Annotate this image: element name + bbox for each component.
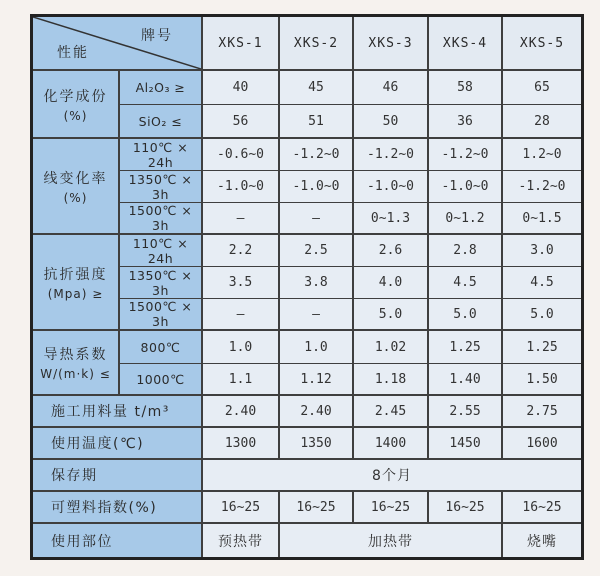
value-cell: – [203, 299, 280, 331]
value-cell: -0.6~0 [203, 139, 280, 171]
value-cell: 1350 [280, 428, 354, 460]
value-cell: – [280, 203, 354, 235]
value-cell: 1.25 [429, 331, 503, 364]
value-cell: -1.2~0 [429, 139, 503, 171]
value-cell: 1.25 [503, 331, 581, 364]
value-cell: 3.5 [203, 267, 280, 299]
value-cell: – [203, 203, 280, 235]
value-cell: 5.0 [503, 299, 581, 331]
value-cell: -1.0~0 [429, 171, 503, 203]
value-cell: 0~1.2 [429, 203, 503, 235]
value-cell: 3.8 [280, 267, 354, 299]
value-cell: 1.12 [280, 364, 354, 396]
product-spec-table [30, 14, 584, 560]
value-cell: 46 [354, 71, 429, 105]
value-cell: 2.75 [503, 396, 581, 428]
value-cell: -1.2~0 [503, 171, 581, 203]
group-label-thermal-conductivity: 导热系数 W/(m·k) ≤ [33, 331, 120, 396]
value-cell: 16~25 [203, 492, 280, 524]
col-header-xks-4: XKS-4 [429, 17, 503, 71]
value-cell: 16~25 [503, 492, 581, 524]
value-cell: 1400 [354, 428, 429, 460]
sub-label-1350c-3h: 1350℃ × 3h [120, 267, 203, 299]
value-cell: 5.0 [429, 299, 503, 331]
shelf-life-value: 8个月 [203, 460, 581, 492]
value-cell: – [280, 299, 354, 331]
value-cell: 36 [429, 105, 503, 139]
col-header-xks-5: XKS-5 [503, 17, 581, 71]
col-header-xks-1: XKS-1 [203, 17, 280, 71]
value-cell: 5.0 [354, 299, 429, 331]
value-cell: 1.40 [429, 364, 503, 396]
value-cell: 51 [280, 105, 354, 139]
value-cell: 4.0 [354, 267, 429, 299]
value-cell: 56 [203, 105, 280, 139]
value-cell: -1.0~0 [354, 171, 429, 203]
sub-label-110c-24h: 110℃ × 24h [120, 235, 203, 267]
sub-label-al2o3: Al₂O₃ ≥ [120, 71, 203, 105]
value-cell: 2.2 [203, 235, 280, 267]
group-label-flexural-strength: 抗折强度 (Mpa) ≥ [33, 235, 120, 331]
value-cell: 1.18 [354, 364, 429, 396]
value-cell: 28 [503, 105, 581, 139]
value-cell: 1.0 [203, 331, 280, 364]
sub-label-sio2: SiO₂ ≤ [120, 105, 203, 139]
value-cell: 1.50 [503, 364, 581, 396]
value-cell: 2.6 [354, 235, 429, 267]
value-cell: 16~25 [429, 492, 503, 524]
value-cell: 2.40 [280, 396, 354, 428]
value-cell: 2.55 [429, 396, 503, 428]
value-cell: 50 [354, 105, 429, 139]
corner-header-cell [33, 17, 203, 71]
sub-label-1500c-3h: 1500℃ × 3h [120, 203, 203, 235]
value-cell: 2.8 [429, 235, 503, 267]
usage-cell-burner: 烧嘴 [503, 524, 581, 557]
value-cell: 1300 [203, 428, 280, 460]
corner-label-property: 性能 [57, 45, 89, 61]
value-cell: 4.5 [429, 267, 503, 299]
value-cell: 1.2~0 [503, 139, 581, 171]
sub-label-1000c: 1000℃ [120, 364, 203, 396]
value-cell: -1.0~0 [280, 171, 354, 203]
value-cell: 3.0 [503, 235, 581, 267]
value-cell: -1.2~0 [280, 139, 354, 171]
value-cell: 4.5 [503, 267, 581, 299]
sub-label-1350c-3h: 1350℃ × 3h [120, 171, 203, 203]
value-cell: -1.2~0 [354, 139, 429, 171]
value-cell: 40 [203, 71, 280, 105]
value-cell: 65 [503, 71, 581, 105]
value-cell: 58 [429, 71, 503, 105]
col-header-xks-2: XKS-2 [280, 17, 354, 71]
value-cell: 0~1.3 [354, 203, 429, 235]
row-label-application-area: 使用部位 [33, 524, 203, 557]
col-header-xks-3: XKS-3 [354, 17, 429, 71]
value-cell: 1450 [429, 428, 503, 460]
value-cell: 16~25 [280, 492, 354, 524]
value-cell: -1.0~0 [203, 171, 280, 203]
value-cell: 1.02 [354, 331, 429, 364]
value-cell: 16~25 [354, 492, 429, 524]
value-cell: 1600 [503, 428, 581, 460]
sub-label-1500c-3h: 1500℃ × 3h [120, 299, 203, 331]
sub-label-800c: 800℃ [120, 331, 203, 364]
row-label-material-usage: 施工用料量 t/m³ [33, 396, 203, 428]
usage-cell-preheating-zone: 预热带 [203, 524, 280, 557]
sub-label-110c-24h: 110℃ × 24h [120, 139, 203, 171]
group-label-linear-change: 线变化率 (%) [33, 139, 120, 235]
row-label-plasticity-index: 可塑料指数(%) [33, 492, 203, 524]
value-cell: 2.5 [280, 235, 354, 267]
usage-cell-heating-zone: 加热带 [280, 524, 503, 557]
value-cell: 2.45 [354, 396, 429, 428]
value-cell: 1.1 [203, 364, 280, 396]
group-label-chemical: 化学成份 (%) [33, 71, 120, 139]
row-label-service-temperature: 使用温度(℃) [33, 428, 203, 460]
value-cell: 1.0 [280, 331, 354, 364]
value-cell: 0~1.5 [503, 203, 581, 235]
corner-label-brand: 牌号 [141, 28, 173, 44]
row-label-shelf-life: 保存期 [33, 460, 203, 492]
value-cell: 2.40 [203, 396, 280, 428]
value-cell: 45 [280, 71, 354, 105]
